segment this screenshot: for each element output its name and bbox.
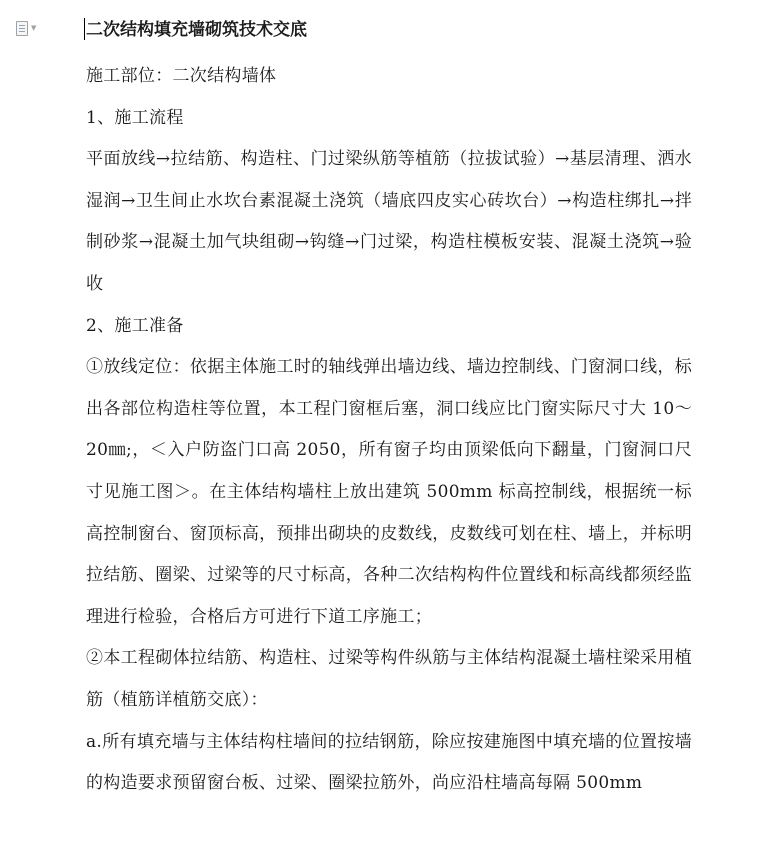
paragraph: a.所有填充墙与主体结构柱墙间的拉结钢筋，除应按建施图中填充墙的位置按墙的构造要求预留窗台板、过梁、圈梁拉筋外，尚应沿柱墙高每隔 500mm [86,731,692,794]
page-icon [16,21,28,36]
chevron-down-icon: ▼ [31,23,37,32]
paragraph: ②本工程砌体拉结筋、构造柱、过梁等构件纵筋与主体结构混凝土墙柱梁采用植筋（植筋详植筋交底）： [86,648,692,710]
paragraph: 平面放线→拉结筋、构造柱、门过梁纵筋等植筋（拉拔试验）→基层清理、洒水湿润→卫生间止水坎台素混凝土浇筑（墙底四皮实心砖坎台）→构造柱绑扎→拌制砂浆→混凝土加气块组砌→钩缝→门过梁，构造柱模板安装、混凝土浇筑→验收 [86,149,692,294]
document-body[interactable] [86,14,692,805]
paragraph: 2、施工准备 [86,315,184,336]
document-menu-icon[interactable] [16,20,46,36]
paragraph: ①放线定位：依据主体施工时的轴线弹出墙边线、墙边控制线、门窗洞口线，标出各部位构造柱等位置，本工程门窗框后塞，洞口线应比门窗实际尺寸大 10～20㎜;，＜入户防盗门口高 2050，所有窗子均由顶梁低向下翻量，门窗洞口尺寸见施工图＞。在主体结构墙柱上放出建筑 500mm 标高控制线，根据统一标高控制窗台、窗顶标高，预排出砌块的皮数线，皮数线可划在柱、墙上，并标明拉结筋、圈梁、过梁等的尺寸标高，各种二次结构构件位置线和标高线都须经监理进行检验，合格后方可进行下道工序施工； [86,357,692,627]
paragraph: 施工部位：二次结构墙体 [86,66,277,86]
text-cursor [84,18,85,40]
paragraph: 1、施工流程 [86,107,184,128]
document-title: 二次结构填充墙砌筑技术交底 [86,20,307,40]
